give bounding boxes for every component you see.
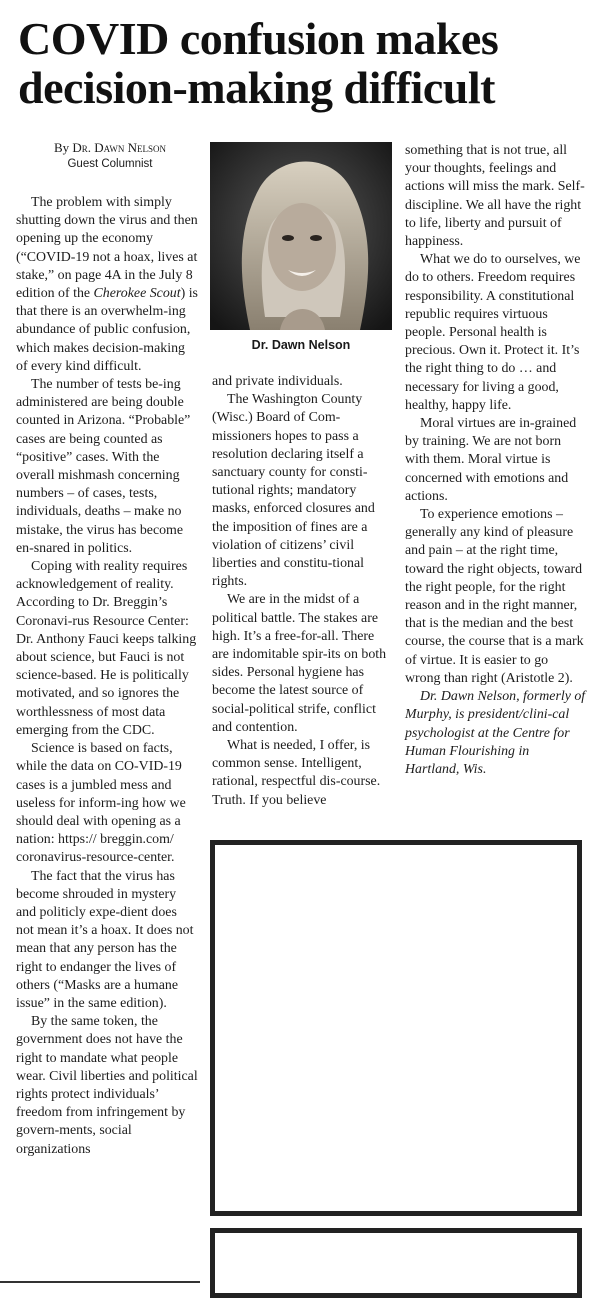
column-3 bbox=[405, 142, 587, 779]
headline: COVID confusion makes decision-making difficult bbox=[18, 13, 499, 113]
paragraph: The fact that the virus has become shrouded in mystery and politicly expe-dient does not mean it’s a hoax. It does not mean that any person has the right to endanger the lives of others (“Masks are a humane issue” in the same edition). bbox=[16, 868, 194, 1011]
paragraph: What we do to ourselves, we do to others. Freedom requires responsibility. A constitutional republic requires virtuous people. Personal health is precious. Own it. Protect it. It’s the right thing to do … and necessary for living a good, healthy, happy life. bbox=[405, 252, 581, 413]
ad-box bbox=[210, 840, 582, 1216]
paragraph-text-b: ) is that there is an overwhelm-ing abundance of public confusion, which makes decision-making of every kind difficult. bbox=[16, 286, 198, 374]
byline bbox=[20, 140, 200, 172]
author-bio: Dr. Dawn Nelson, formerly of Murphy, is president/clini-cal psychologist at the Centre for Human Flourishing in Hartland, Wis. bbox=[405, 689, 586, 777]
paragraph: and private individuals. bbox=[212, 374, 343, 389]
paragraph: Science is based on facts, while the data on CO-VID-19 cases is a jumbled mess and useless for inform-ing how we should deal with opening as a nation: https:// breggin.com/ coronavirus-resource-center. bbox=[16, 741, 186, 866]
paragraph: Coping with reality requires acknowledgement of reality. According to Dr. Breggin’s Coronavi-rus Resource Center: Dr. Anthony Fauci keeps talking about science, but Fauci is not science-based. He is politically motivated, and so ignores the worthlessness of most data emerging from the CDC. bbox=[16, 559, 197, 738]
author-photo bbox=[210, 142, 392, 330]
byline-role: Guest Columnist bbox=[67, 158, 153, 170]
paragraph: What is needed, I offer, is common sense. Intelligent, rational, respectful dis-course. Truth. If you believe bbox=[212, 738, 381, 808]
paragraph bbox=[16, 194, 198, 376]
paragraph: We are in the midst of a political battle. The stakes are high. It’s a free-for-all. There are indomitable spir-its on both sides. Personal hygiene has become the latest source of social-political strife, conflict and contention. bbox=[212, 592, 387, 735]
author-portrait-image bbox=[210, 142, 392, 330]
paragraph: By the same token, the government does not have the right to mandate what people wear. Civil liberties and political rights protect individuals’ freedom from infringement by govern-ments, social organizations bbox=[16, 1014, 198, 1157]
column-1 bbox=[16, 194, 198, 1159]
paragraph: The Washington County (Wisc.) Board of Com-missioners hopes to pass a resolution declaring itself a sanctuary county for consti-tutional rights; mandatory masks, enforced closures and the imposition of fines are a violation of citizens’ civil liberties and constitu-tional rights. bbox=[212, 392, 375, 590]
column-2 bbox=[212, 373, 390, 810]
paragraph: something that is not true, all your thoughts, feelings and actions will miss the mark. Self-discipline. We all have the right to life, liberty and pursuit of happiness. bbox=[405, 143, 585, 250]
byline-name: Dr. Dawn Nelson bbox=[72, 140, 167, 155]
paragraph: To experience emotions – generally any kind of pleasure and pain – at the right time, toward the right objects, toward the right people, for the right reason and in the right manner, that is the median and the best course, the course that is a mark of virtue. It is easier to go wrong than right (Aristotle 2). bbox=[405, 507, 584, 686]
paragraph-text-a: The problem with simply shutting down the virus and then opening up the economy (“COVID-19 not a hoax, lives at stake,” on page 4A in the July 8 edition of the bbox=[16, 195, 198, 302]
paragraph: The number of tests be-ing administered are being double counted in Arizona. “Probable” cases are being counted as “positive” cases. With the overall mishmash concerning numbers – of cases, tests, individuals, deaths – make no mistake, the virus has become en-snared in politics. bbox=[16, 377, 191, 556]
publication-name: Cherokee Scout bbox=[93, 286, 181, 302]
paragraph: Moral virtues are in-grained by training. We are not born with them. Moral virtue is concerned with emotions and actions. bbox=[405, 416, 577, 504]
byline-prefix: By bbox=[53, 140, 70, 155]
column-rule bbox=[0, 1281, 200, 1283]
ad-box-lower bbox=[210, 1228, 582, 1298]
photo-caption: Dr. Dawn Nelson bbox=[251, 338, 351, 352]
